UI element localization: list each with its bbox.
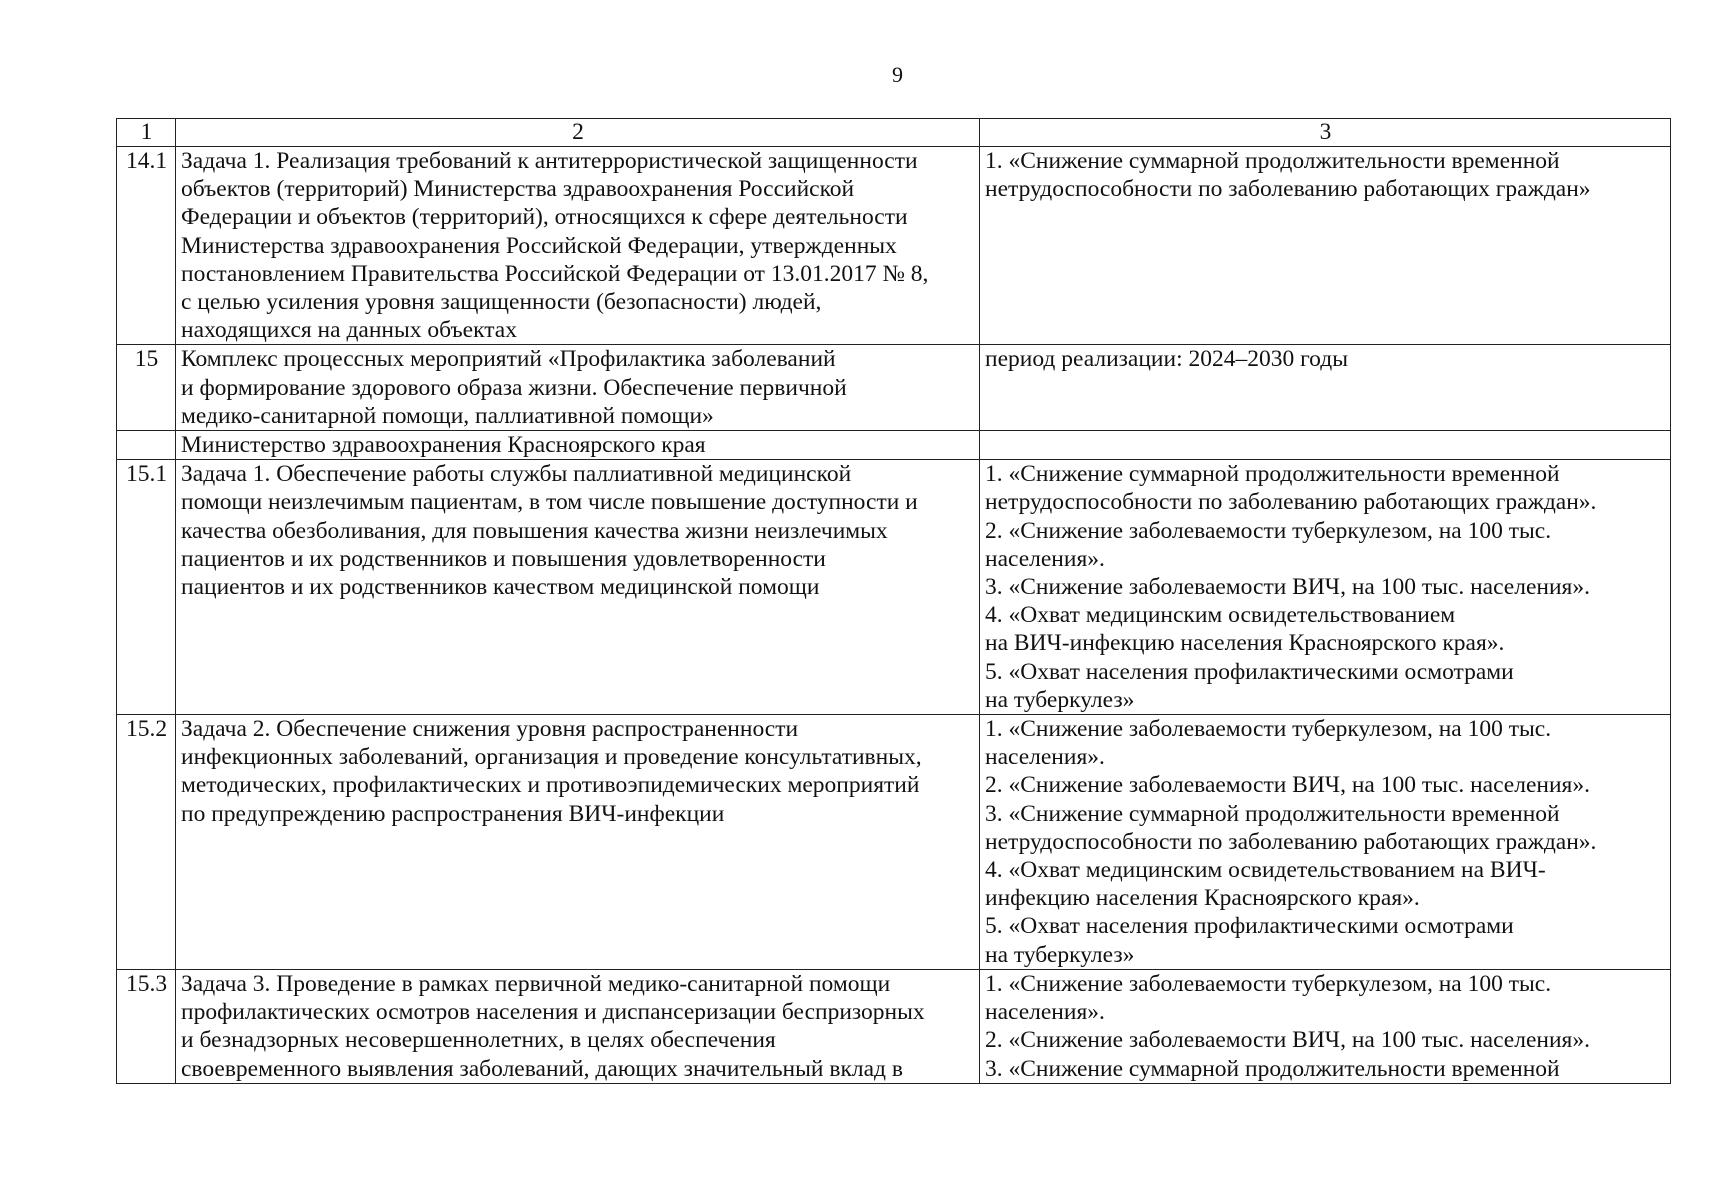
table-row	[117, 460, 1671, 715]
text-line: Министерства здравоохранения Российской Федерации, утвержденных	[181, 232, 897, 259]
task-cell	[176, 715, 980, 970]
text-line: постановлением Правительства Российской Федерации от 13.01.2017 № 8,	[181, 260, 929, 287]
text-line: населения».	[985, 744, 1105, 771]
table-row	[117, 431, 1671, 460]
indicator-cell	[980, 969, 1671, 1083]
text-line: 2. «Снижение заболеваемости туберкулезом, на 100 тыс.	[985, 517, 1552, 544]
text-line: с целью усиления уровня защищенности (безопасности) людей,	[181, 289, 822, 316]
text-line: 2. «Снижение заболеваемости ВИЧ, на 100 тыс. населения».	[985, 1027, 1590, 1054]
indicator-cell	[980, 431, 1671, 460]
text-line: пациентов и их родственников и повышения удовлетворенности	[181, 545, 826, 572]
text-line: Задача 3. Проведение в рамках первичной медико-санитарной помощи	[181, 970, 891, 997]
row-number-cell: 15.1	[117, 460, 176, 715]
task-cell	[176, 431, 980, 460]
task-cell	[176, 460, 980, 715]
header-cell: 1	[117, 119, 176, 147]
task-cell	[176, 969, 980, 1083]
text-line: Задача 1. Реализация требований к антитеррористической защищенности	[181, 148, 918, 174]
text-line: Комплекс процессных мероприятий «Профилактика заболеваний	[181, 346, 836, 373]
text-line: находящихся на данных объектах	[181, 317, 517, 344]
text-line: качества обезболивания, для повышения качества жизни неизлечимых	[181, 517, 888, 544]
text-line: 5. «Охват населения профилактическими осмотрами	[985, 658, 1514, 685]
text-line: 1. «Снижение суммарной продолжительности временной	[985, 148, 1560, 174]
indicator-cell	[980, 715, 1671, 970]
measures-table	[116, 118, 1671, 1084]
row-number-cell: 15	[117, 345, 176, 431]
row-number-cell	[117, 431, 176, 460]
text-line: инфекцию населения Красноярского края».	[985, 885, 1420, 912]
page-number: 9	[892, 62, 903, 87]
text-line: нетрудоспособности по заболеванию работающих граждан».	[985, 828, 1597, 855]
text-line: Министерство здравоохранения Красноярского края	[181, 432, 706, 459]
text-line: объектов (территорий) Министерства здравоохранения Российской	[181, 176, 855, 203]
text-line: населения».	[985, 545, 1105, 572]
text-line: по предупреждению распространения ВИЧ-инфекции	[181, 800, 725, 827]
text-line: 1. «Снижение суммарной продолжительности временной	[985, 461, 1560, 488]
task-cell	[176, 147, 980, 345]
text-line: медико-санитарной помощи, паллиативной помощи»	[181, 402, 714, 429]
text-line: 3. «Снижение суммарной продолжительности временной	[985, 1055, 1560, 1082]
text-line: помощи неизлечимым пациентам, в том числе повышение доступности и	[181, 489, 918, 516]
text-line: и безнадзорных несовершеннолетних, в целях обеспечения	[181, 1027, 776, 1054]
text-line: 2. «Снижение заболеваемости ВИЧ, на 100 тыс. населения».	[985, 772, 1590, 799]
text-line: нетрудоспособности по заболеванию работающих граждан»	[985, 176, 1591, 203]
table-row	[117, 345, 1671, 431]
text-line: на ВИЧ-инфекцию населения Красноярского края».	[985, 630, 1505, 657]
table-row	[117, 969, 1671, 1083]
text-line: на туберкулез»	[985, 941, 1135, 968]
table-row	[117, 147, 1671, 345]
text-line: нетрудоспособности по заболеванию работающих граждан».	[985, 489, 1597, 516]
row-number-cell: 15.2	[117, 715, 176, 970]
text-line: период реализации: 2024–2030 годы	[985, 346, 1348, 373]
row-number-cell: 15.3	[117, 969, 176, 1083]
task-cell	[176, 345, 980, 431]
header-cell: 2	[176, 119, 980, 147]
text-line: Федерации и объектов (территорий), относящихся к сфере деятельности	[181, 204, 908, 231]
text-line: Задача 2. Обеспечение снижения уровня распространенности	[181, 716, 799, 743]
header-cell: 3	[980, 119, 1671, 147]
table-header-row	[117, 119, 1671, 147]
text-line: 3. «Снижение суммарной продолжительности временной	[985, 800, 1560, 827]
row-number-cell: 14.1	[117, 147, 176, 345]
text-line: и формирование здорового образа жизни. Обеспечение первичной	[181, 374, 847, 401]
text-line: населения».	[985, 999, 1105, 1026]
indicator-cell	[980, 345, 1671, 431]
indicator-cell	[980, 147, 1671, 345]
indicator-cell	[980, 460, 1671, 715]
text-line: профилактических осмотров населения и диспансеризации беспризорных	[181, 999, 925, 1026]
text-line: пациентов и их родственников качеством медицинской помощи	[181, 574, 820, 601]
text-line: на туберкулез»	[985, 686, 1135, 713]
table-row	[117, 715, 1671, 970]
text-line: своевременного выявления заболеваний, дающих значительный вклад в	[181, 1055, 903, 1082]
text-line: 3. «Снижение заболеваемости ВИЧ, на 100 тыс. населения».	[985, 574, 1590, 601]
text-line: инфекционных заболеваний, организация и проведение консультативных,	[181, 744, 922, 771]
text-line: Задача 1. Обеспечение работы службы паллиативной медицинской	[181, 461, 852, 488]
text-line: 5. «Охват населения профилактическими осмотрами	[985, 913, 1514, 940]
text-line: 1. «Снижение заболеваемости туберкулезом, на 100 тыс.	[985, 716, 1552, 743]
text-line: методических, профилактических и противоэпидемических мероприятий	[181, 772, 920, 799]
table-body	[117, 147, 1671, 1084]
text-line: 1. «Снижение заболеваемости туберкулезом, на 100 тыс.	[985, 970, 1552, 997]
text-line: 4. «Охват медицинским освидетельствованием на ВИЧ-	[985, 857, 1546, 884]
text-line: 4. «Охват медицинским освидетельствованием	[985, 602, 1456, 629]
